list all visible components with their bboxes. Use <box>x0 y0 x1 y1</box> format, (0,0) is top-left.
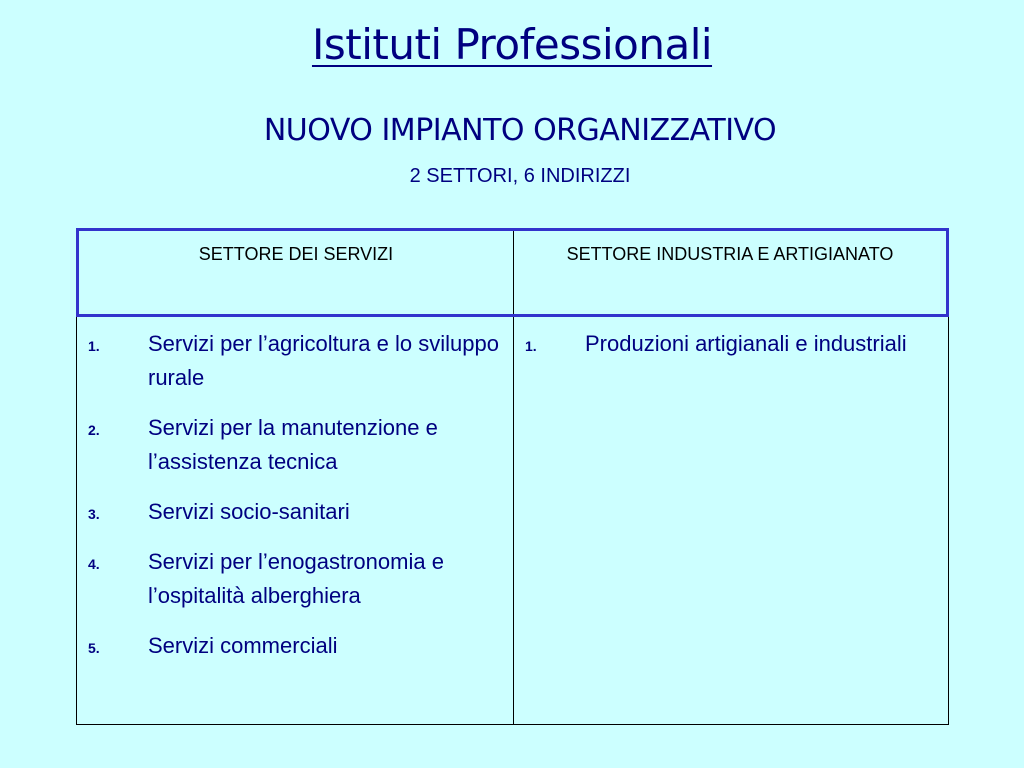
list-item-text: Servizi per l’enogastronomia e l’ospitalità alberghiera <box>148 549 444 608</box>
header-cell-servizi: SETTORE DEI SERVIZI <box>198 244 394 264</box>
list-item-number: 5. <box>88 640 100 656</box>
list-item-text: Servizi per l’agricoltura e lo sviluppo rurale <box>148 331 499 390</box>
list-servizi <box>86 327 506 679</box>
list-item-number: 4. <box>88 556 100 572</box>
list-item <box>523 327 943 361</box>
list-item-text: Servizi socio-sanitari <box>148 499 350 524</box>
list-item-text: Servizi commerciali <box>148 633 338 658</box>
table-header-row <box>76 228 949 317</box>
sectors-table <box>76 228 949 725</box>
list-item <box>86 411 506 479</box>
slide-subtitle: NUOVO IMPIANTO ORGANIZZATIVO <box>263 113 777 148</box>
list-item <box>86 629 506 663</box>
slide-title: Istituti Professionali <box>311 20 713 69</box>
list-item-text: Produzioni artigianali e industriali <box>585 331 907 356</box>
list-industria <box>523 327 943 377</box>
slide-subtitle-sectors: 2 SETTORI, 6 INDIRIZZI <box>409 165 631 187</box>
list-item <box>86 327 506 395</box>
list-item <box>86 545 506 613</box>
list-item-text: Servizi per la manutenzione e l’assistenza tecnica <box>148 415 438 474</box>
list-item-number: 1. <box>525 338 537 354</box>
list-item-number: 3. <box>88 506 100 522</box>
list-item-number: 1. <box>88 338 100 354</box>
header-cell-industria: SETTORE INDUSTRIA E ARTIGIANATO <box>566 244 894 264</box>
list-item-number: 2. <box>88 422 100 438</box>
list-item <box>86 495 506 529</box>
